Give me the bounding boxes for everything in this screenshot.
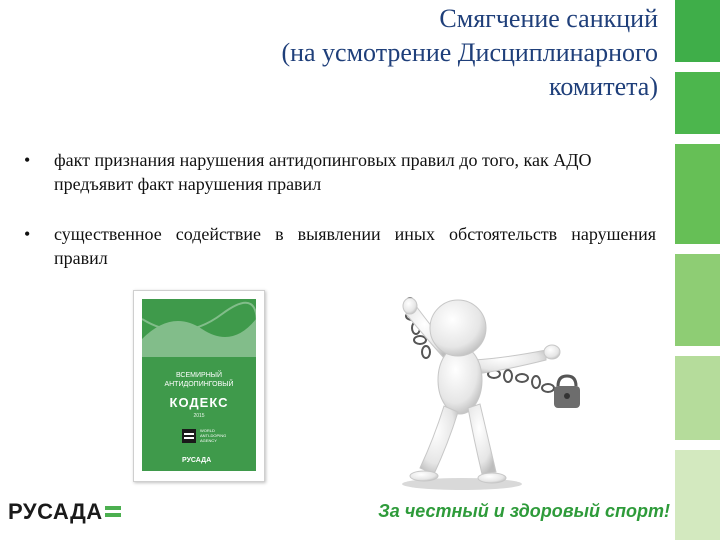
- bullet-text-1: факт признания нарушения антидопинговых правил до того, как АДО предъявит факт нарушения правил: [54, 150, 592, 194]
- book-title-line-2: АНТИДОПИНГОВЫЙ: [164, 381, 234, 388]
- padlock-icon: [554, 376, 580, 408]
- book-title-line-1: ВСЕМИРНЫЙ: [176, 372, 222, 379]
- white-figure: [403, 298, 560, 483]
- book-kodeks: КОДЕКС: [169, 395, 229, 410]
- wada-logo: [182, 427, 252, 451]
- bullet-item-1: [24, 148, 656, 196]
- wada-line-3: AGENCY: [200, 438, 217, 443]
- wada-mark-icon: [182, 429, 196, 443]
- equals-mark-icon: [105, 505, 121, 519]
- title-line-1: Смягчение санкций: [439, 4, 658, 33]
- bullet-list: [24, 148, 656, 296]
- book-pattern-graphic: [142, 299, 256, 357]
- book-year: 2015: [193, 413, 205, 419]
- book-rusada-logo: РУСАДА: [182, 457, 212, 464]
- anti-doping-code-book-cover: [133, 290, 265, 482]
- footer-slogan: За честный и здоровый спорт!: [378, 501, 670, 521]
- title-line-3: комитета): [549, 72, 658, 101]
- bullet-marker: •: [24, 224, 31, 244]
- bullet-text-2: существенное содействие в выявлении иных обстоятельств нарушения правил: [54, 224, 656, 268]
- wada-text: [200, 428, 226, 443]
- bullet-item-2: [24, 222, 656, 270]
- bullet-marker: •: [24, 150, 31, 170]
- rusada-logo: [8, 499, 121, 525]
- slide-title: [98, 2, 658, 104]
- book-cover-panel: [142, 299, 256, 471]
- figure-breaking-chains-image: [376, 288, 596, 490]
- wada-line-1: WORLD: [200, 428, 215, 433]
- book-title: [142, 371, 256, 389]
- decorative-green-stripes: [675, 0, 720, 540]
- rusada-logo-text: РУСАДА: [8, 499, 103, 524]
- right-chain: [488, 370, 554, 392]
- wada-line-2: ANTI-DOPING: [200, 433, 227, 438]
- title-line-2: (на усмотрение Дисциплинарного: [281, 38, 658, 67]
